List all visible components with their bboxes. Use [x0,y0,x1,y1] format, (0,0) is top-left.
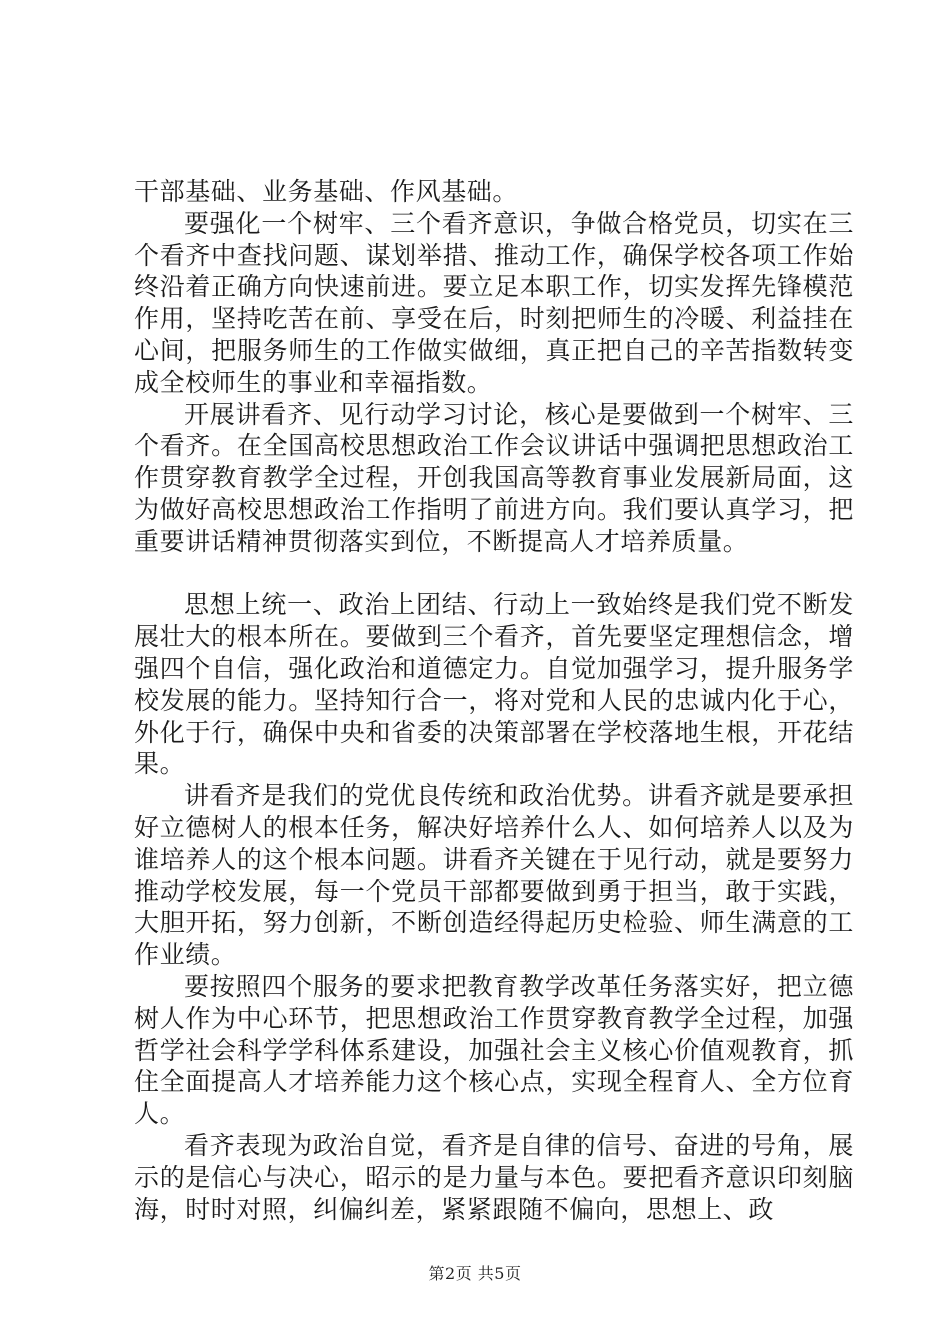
paragraph-gap [134,558,854,590]
page-footer: 第2页 共5页 [428,1264,522,1283]
paragraph: 思想上统一、政治上团结、行动上一致始终是我们党不断发展壮大的根本所在。要做到三个看齐，首先要坚定理想信念，增强四个自信，强化政治和道德定力。自觉加强学习，提升服务学校发展的能力。坚持知行合一，将对党和人民的忠诚内化于心，外化于行，确保中央和省委的决策部署在学校落地生根，开花结果。 [134,590,854,779]
document-body [134,176,854,1225]
paragraph: 要强化一个树牢、三个看齐意识，争做合格党员，切实在三个看齐中查找问题、谋划举措、推动工作，确保学校各项工作始终沿着正确方向快速前进。要立足本职工作，切实发挥先锋模范作用，坚持吃苦在前、享受在后，时刻把师生的冷暖、利益挂在心间，把服务师生的工作做实做细，真正把自己的辛苦指数转变成全校师生的事业和幸福指数。 [134,208,854,397]
paragraph: 看齐表现为政治自觉，看齐是自律的信号、奋进的号角，展示的是信心与决心，昭示的是力量与本色。要把看齐意识印刻脑海，时时对照，纠偏纠差，紧紧跟随不偏向，思想上、政 [134,1130,854,1224]
paragraph: 讲看齐是我们的党优良传统和政治优势。讲看齐就是要承担好立德树人的根本任务，解决好培养什么人、如何培养人以及为谁培养人的这个根本问题。讲看齐关键在于见行动，就是要努力推动学校发展，每一个党员干部都要做到勇于担当，敢于实践，大胆开拓，努力创新，不断创造经得起历史检验、师生满意的工作业绩。 [134,781,854,970]
paragraph: 开展讲看齐、见行动学习讨论，核心是要做到一个树牢、三个看齐。在全国高校思想政治工作会议讲话中强调把思想政治工作贯穿教育教学全过程，开创我国高等教育事业发展新局面，这为做好高校思想政治工作指明了前进方向。我们要认真学习，把重要讲话精神贯彻落实到位，不断提高人才培养质量。 [134,399,854,556]
paragraph: 要按照四个服务的要求把教育教学改革任务落实好，把立德树人作为中心环节，把思想政治工作贯穿教育教学全过程，加强哲学社会科学学科体系建设，加强社会主义核心价值观教育，抓住全面提高人才培养能力这个核心点，实现全程育人、全方位育人。 [134,971,854,1129]
paragraph-continued: 干部基础、业务基础、作风基础。 [134,177,519,206]
